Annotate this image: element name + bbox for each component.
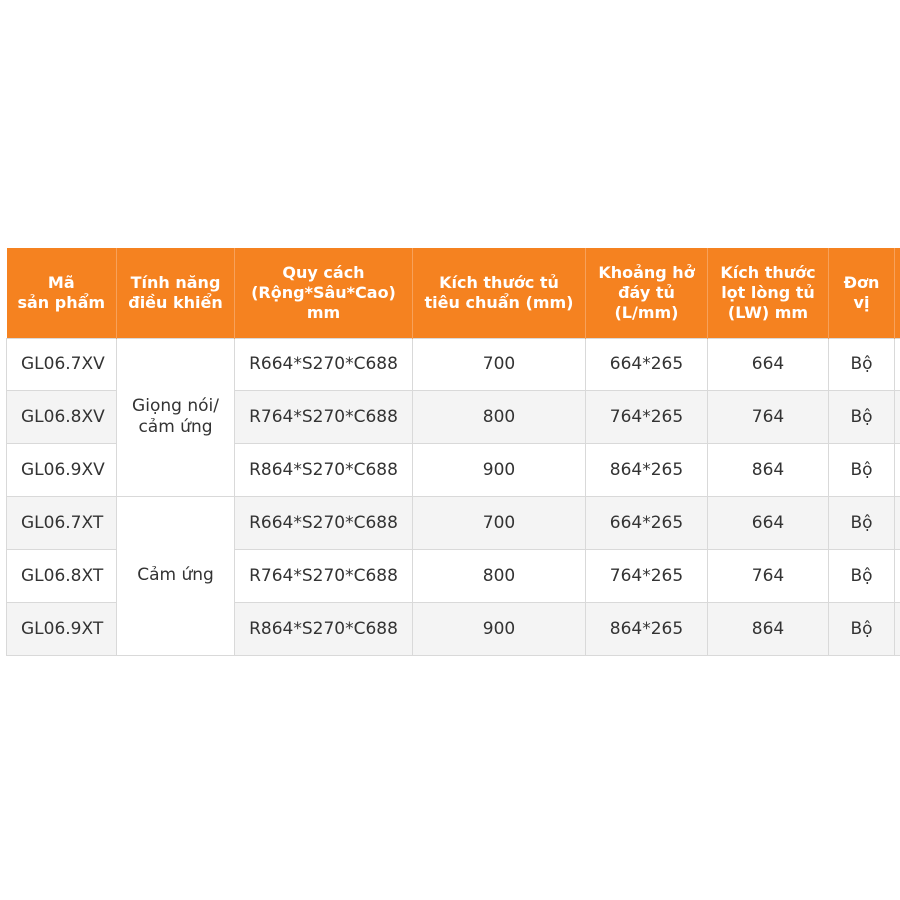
bottom-gap-cell: 764*265 [586,549,708,602]
control-feature-cell: Cảm ứng [117,496,235,655]
cabinet-size-cell: 800 [413,549,586,602]
control-feature-cell: Giọng nói/ cảm ứng [117,338,235,496]
extra-cell [895,338,900,390]
unit-cell: Bộ [829,602,895,655]
unit-cell: Bộ [829,443,895,496]
unit-cell: Bộ [829,390,895,443]
spec-cell: R764*S270*C688 [235,549,413,602]
cabinet-size-cell: 900 [413,602,586,655]
extra-cell [895,443,900,496]
cabinet-size-cell: 800 [413,390,586,443]
inner-size-cell: 864 [708,602,829,655]
spec-cell: R764*S270*C688 [235,390,413,443]
header-product-code: Mã sản phẩm [7,248,117,338]
inner-size-cell: 664 [708,496,829,549]
product-code-cell: GL06.7XT [7,496,117,549]
extra-cell [895,390,900,443]
table-header-row [7,248,900,338]
header-control-feature: Tính năng điều khiển [117,248,235,338]
extra-cell [895,602,900,655]
product-code-cell: GL06.9XV [7,443,117,496]
cabinet-size-cell: 700 [413,496,586,549]
header-bottom-gap: Khoảng hở đáy tủ (L/mm) [586,248,708,338]
cabinet-size-cell: 900 [413,443,586,496]
spec-cell: R664*S270*C688 [235,496,413,549]
header-specification: Quy cách (Rộng*Sâu*Cao) mm [235,248,413,338]
header-extra-column [895,248,900,338]
header-cabinet-size: Kích thước tủ tiêu chuẩn (mm) [413,248,586,338]
extra-cell [895,496,900,549]
product-spec-table-wrapper [6,248,900,656]
bottom-gap-cell: 864*265 [586,602,708,655]
unit-cell: Bộ [829,549,895,602]
bottom-gap-cell: 764*265 [586,390,708,443]
spec-cell: R864*S270*C688 [235,443,413,496]
product-code-cell: GL06.9XT [7,602,117,655]
inner-size-cell: 664 [708,338,829,390]
spec-cell: R664*S270*C688 [235,338,413,390]
product-code-cell: GL06.7XV [7,338,117,390]
header-unit: Đơn vị [829,248,895,338]
bottom-gap-cell: 864*265 [586,443,708,496]
inner-size-cell: 764 [708,549,829,602]
spec-cell: R864*S270*C688 [235,602,413,655]
table-row [7,338,900,390]
bottom-gap-cell: 664*265 [586,496,708,549]
product-code-cell: GL06.8XV [7,390,117,443]
product-spec-table [6,248,900,656]
table-row [7,496,900,549]
product-code-cell: GL06.8XT [7,549,117,602]
unit-cell: Bộ [829,338,895,390]
inner-size-cell: 764 [708,390,829,443]
inner-size-cell: 864 [708,443,829,496]
cabinet-size-cell: 700 [413,338,586,390]
header-inner-size: Kích thước lọt lòng tủ (LW) mm [708,248,829,338]
bottom-gap-cell: 664*265 [586,338,708,390]
unit-cell: Bộ [829,496,895,549]
extra-cell [895,549,900,602]
